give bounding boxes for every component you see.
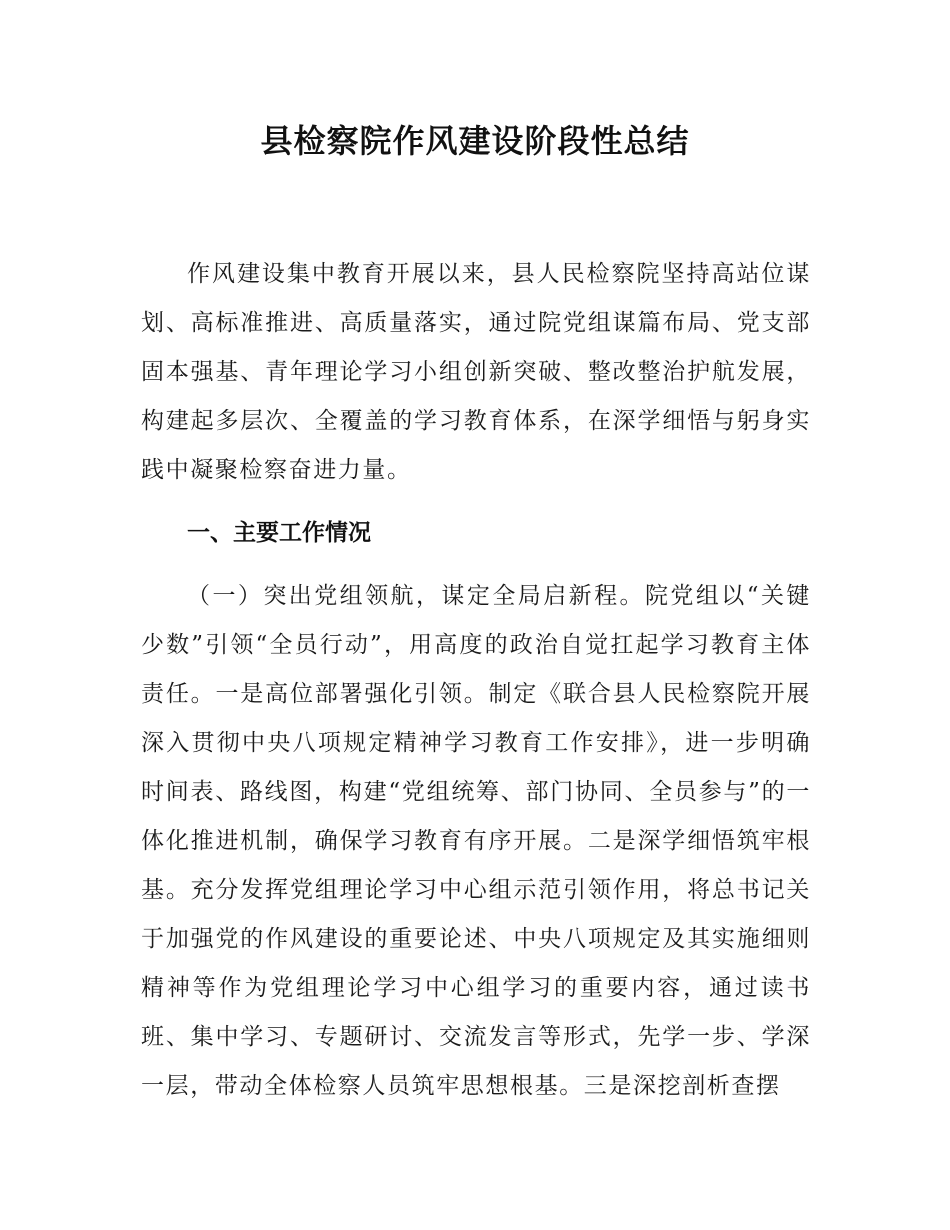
document-body [141, 250, 811, 1111]
body-paragraph: （一）突出党组领航，谋定全局启新程。院党组以“关键少数”引领“全员行动”，用高度的政治自觉扛起学习教育主体责任。一是高位部署强化引领。制定《联合县人民检察院开展深入贯彻中央八项规定精神学习教育工作安排》，进一步明确时间表、路线图，构建“党组统筹、部门协同、全员参与”的一体化推进机制，确保学习教育有序开展。二是深学细悟筑牢根基。充分发挥党组理论学习中心组示范引领作用，将总书记关于加强党的作风建设的重要论述、中央八项规定及其实施细则精神等作为党组理论学习中心组学习的重要内容，通过读书班、集中学习、专题研讨、交流发言等形式，先学一步、学深一层，带动全体检察人员筑牢思想根基。三是深挖剖析查摆 [141, 583, 811, 1099]
intro-paragraph: 作风建设集中教育开展以来，县人民检察院坚持高站位谋划、高标准推进、高质量落实，通过院党组谋篇布局、党支部固本强基、青年理论学习小组创新突破、整改整治护航发展，构建起多层次、全覆盖的学习教育体系，在深学细悟与躬身实践中凝聚检察奋进力量。 [141, 261, 811, 483]
section-heading: 一、主要工作情况 [187, 520, 371, 546]
document-title: 县检察院作风建设阶段性总结 [260, 122, 690, 160]
